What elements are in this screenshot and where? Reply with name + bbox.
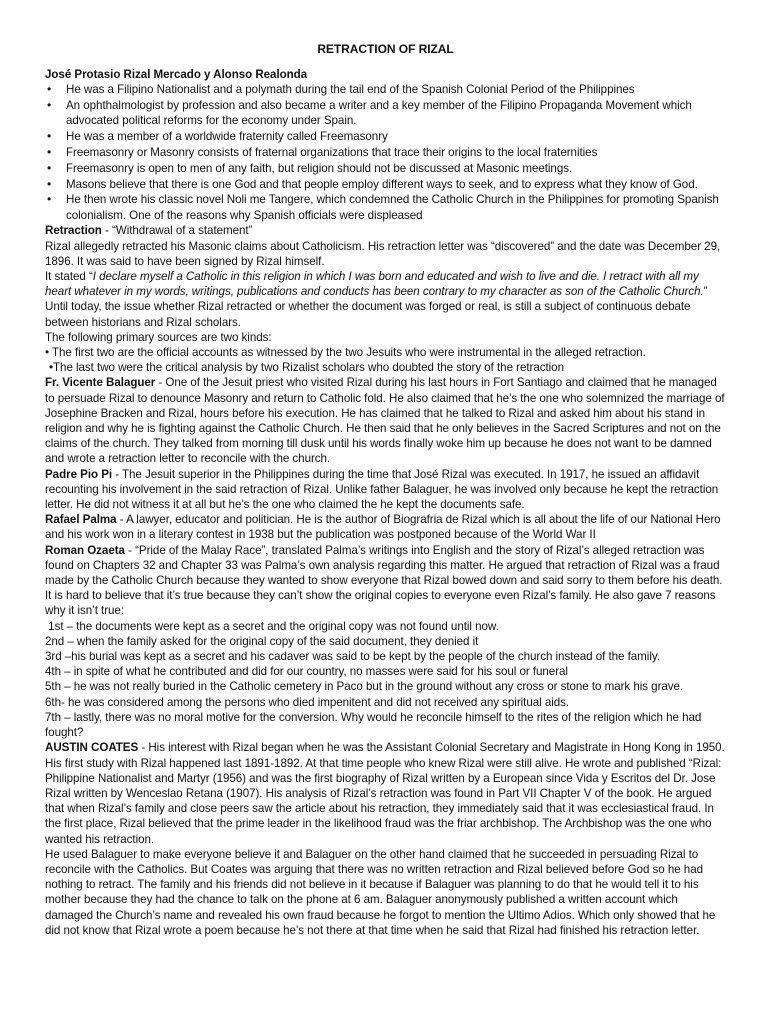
paragraph-stated bbox=[45, 269, 726, 330]
reason-line: 3rd –his burial was kept as a secret and his cadaver was said to be kept by the people of the church instead of the family. bbox=[45, 650, 660, 664]
section-coates bbox=[45, 740, 726, 846]
bullet-item: • An ophthalmologist by profession and also became a writer and a key member of the Filipino Propaganda Movement which advocated political reforms for the economy under Spain. bbox=[45, 98, 726, 128]
paragraph-last-two: •The last two were the critical analysis by two Rizalist scholars who doubted the story of the retraction bbox=[49, 361, 564, 375]
balaguer-name: Fr. Vicente Balaguer bbox=[45, 376, 156, 390]
pio-text: - The Jesuit superior in the Philippines during the time that José Rizal was executed. In 1917, he issued an affidavit recounting his involvement in the said retraction of Rizal. Unlike father Balaguer, he was involved only because he kept the retraction letter. He did not witness it at all but he’s the one who claimed the he kept the documents safe. bbox=[45, 467, 719, 512]
section-palma bbox=[45, 512, 726, 542]
bullet-item: • Freemasonry is open to men of any faith, but religion should not be discussed at Masonic meetings. bbox=[45, 161, 726, 176]
coates-name: AUSTIN COATES bbox=[45, 741, 139, 755]
bullet-list bbox=[45, 82, 726, 222]
bullet-item: • Freemasonry or Masonry consists of fraternal organizations that trace their origins to the local fraternities bbox=[45, 145, 726, 160]
ozaeta-name: Roman Ozaeta bbox=[45, 543, 125, 557]
retraction-quote: I declare myself a Catholic in this religion in which I was born and educated and wish to live and die. I retract with all my heart whatever in my words, writings, publications and conducts has been contrary to my character as son of the Catholic Church. bbox=[45, 270, 704, 299]
paragraph-final: He used Balaguer to make everyone believe it and Balaguer on the other hand claimed that he succeeded in persuading Rizal to reconcile with the Catholics. But Coates was arguing that there was no written retraction and Rizal believed before God so he had nothing to retract. The family and his friends did not believe in it because if Balaguer was planning to do that he would tell it to his mother because they had the chance to talk on the phone at 6 am. Balaguer anonymously published a written account which damaged the Church’s name and revealed his own fraud because he forgot to mention the Ultimo Adios. Which only showed that he did not know that Rizal wrote a poem because he’s not there at that time when he said that Rizal had finished his retraction letter. bbox=[45, 847, 716, 937]
pio-name: Padre Pio Pi bbox=[45, 467, 113, 481]
reason-line: 4th – in spite of what he contributed and did for our country, no masses were said for his soul or funeral bbox=[45, 665, 568, 679]
ozaeta-text: - “Pride of the Malay Race”, translated Palma’s writings into English and the story of Rizal’s alleged retraction was found on Chapters 32 and Chapter 33 was Palma’s own analysis regarding this matter. He argued that retraction of Rizal was a fraud made by the Catholic Church because they wanted to show everyone that Rizal bowed down and said sorry to them before his death. It is hard to believe that it’s true because they can’t show the original copies to everyone even Rizal’s family. He also gave 7 reasons why it isn’t true: bbox=[45, 543, 723, 618]
reason-line: 2nd – when the family asked for the original copy of the said document, they denied it bbox=[45, 634, 479, 648]
bullet-item: • He was a Filipino Nationalist and a polymath during the tail end of the Spanish Colonial Period of the Philippines bbox=[45, 82, 726, 97]
stated-prefix: It stated “ bbox=[45, 270, 93, 283]
stated-suffix: ” Until today, the issue whether Rizal retracted or whether the document was forged or real, is still a subject of continuous debate between historians and Rizal scholars. bbox=[45, 285, 708, 329]
paragraph-first-two: • The first two are the official accounts as witnessed by the two Jesuits who were instrumental in the alleged retraction. bbox=[45, 346, 646, 360]
retraction-def-text: - “Withdrawal of a statement” bbox=[101, 224, 253, 238]
reason-line: 5th – he was not really buried in the Catholic cemetery in Paco but in the ground without any cross or stone to mark his grave. bbox=[45, 680, 684, 694]
palma-name: Rafael Palma bbox=[45, 513, 117, 527]
reason-line: 7th – lastly, there was no moral motive for the conversion. Why would he reconcile himself to the rites of the religion which he had fought? bbox=[45, 710, 702, 740]
coates-text: - His interest with Rizal began when he was the Assistant Colonial Secretary and Magistrate in Hong Kong in 1950. His first study with Rizal happened last 1891-1892. At that time people who knew Rizal were still alive. He wrote and published “Rizal: Philippine Nationalist and Martyr (1956) and was the first biography of Rizal written by a European since Vida y Escritos del Dr. Jose Rizal written by Wenceslao Retana (1907). His analysis of Rizal’s retraction was found in Part VII Chapter V of the book. He argued that when Rizal’s family and close peers saw the article about his retraction, they immediately said that it was ecclesiastical fraud. In the first place, Rizal believed that the prime leader in the likelihood fraud was the friar archbishop. The Archbishop was the one who wanted his retraction. bbox=[45, 741, 725, 846]
bullet-item: • He was a member of a worldwide fraternity called Freemasonry bbox=[45, 129, 726, 144]
section-balaguer bbox=[45, 375, 726, 466]
balaguer-text: - One of the Jesuit priest who visited Rizal during his last hours in Fort Santiago and claimed that he managed to persuade Rizal to denounce Masonry and return to Catholic fold. He also claimed that he’s the one who solemnized the marriage of Josephine Bracken and Rizal, hours before his execution. He has claimed that he talked to Rizal and asked him about his stand in religion and why he is fighting against the Catholic Church. He then said that he only believes in the Sacred Scriptures and not on the claims of the church. They talked from morning till dusk until his words finally woke him up because he does not want to be damned and wrote a retraction letter to reconcile with the church. bbox=[45, 376, 725, 466]
document-title: RETRACTION OF RIZAL bbox=[317, 42, 454, 56]
retraction-term: Retraction bbox=[45, 224, 102, 238]
reason-line: 1st – the documents were kept as a secret and the original copy was not found until now. bbox=[45, 619, 499, 633]
palma-text: - A lawyer, educator and politician. He is the author of Biografria de Rizal which is all about the life of our National Hero and his work won in a literary contest in 1938 but the publication was postponed because of the World War II bbox=[45, 513, 721, 542]
subject-heading: José Protasio Rizal Mercado y Alonso Realonda bbox=[45, 68, 308, 82]
paragraph-sources: The following primary sources are two kinds: bbox=[45, 330, 272, 344]
retraction-definition bbox=[45, 223, 726, 238]
paragraph-alleged: Rizal allegedly retracted his Masonic claims about Catholicism. His retraction letter was “discovered” and the date was December 29, 1896. It was said to have been signed by Rizal himself. bbox=[45, 239, 721, 268]
section-ozaeta bbox=[45, 543, 726, 619]
section-pio bbox=[45, 467, 726, 513]
bullet-item: • Masons believe that there is one God and that people employ different ways to seek, and to express what they know of God. bbox=[45, 177, 726, 192]
reason-line: 6th- he was considered among the persons who died impenitent and did not received any spiritual aids. bbox=[45, 695, 570, 709]
bullet-item: • He then wrote his classic novel Noli me Tangere, which condemned the Catholic Church in the Philippines for promoting Spanish colonialism. One of the reasons why Spanish officials were displeased bbox=[45, 192, 726, 222]
